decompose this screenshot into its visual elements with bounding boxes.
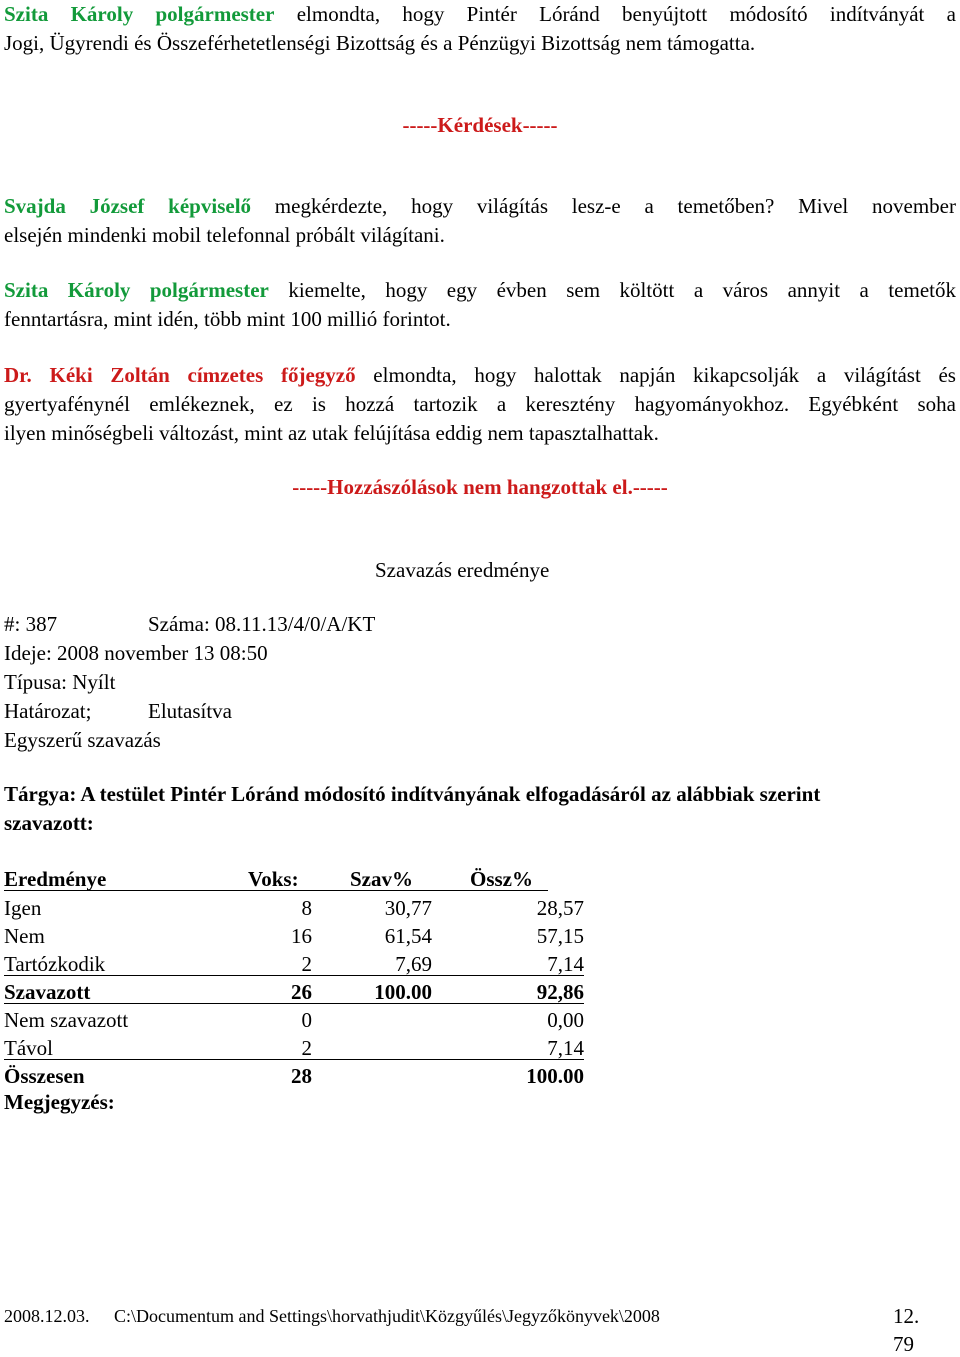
paragraph-1-line-1 (4, 0, 956, 29)
cell-label: Igen (4, 896, 42, 920)
table-row (4, 950, 584, 978)
speaker-name: Szita Károly polgármester (4, 2, 275, 26)
table-row (4, 922, 584, 950)
cell-votes: 2 (301, 952, 312, 976)
cell-szav: 30,77 (384, 896, 432, 920)
table-row (4, 894, 584, 922)
paragraph-3-line-2: fenntartásra, mint idén, több mint 100 millió forintot. (4, 307, 451, 331)
cell-szav: 61,54 (384, 924, 432, 948)
vote-subject-line-2: szavazott: (4, 811, 94, 835)
vote-title: Szavazás eredménye (375, 558, 550, 582)
table-row (4, 1034, 584, 1062)
cell-ossz: 57,15 (536, 924, 584, 948)
cell-label: Távol (4, 1036, 53, 1060)
header-ossz: Össz% (470, 867, 533, 891)
cell-label: Szavazott (4, 980, 91, 1004)
paragraph-2-line-1 (4, 192, 956, 221)
footer-path: C:\Documentum and Settings\horvathjudit\Közgyűlés\Jegyzőkönyvek\2008 (114, 1306, 660, 1326)
paragraph-text: elmondta, hogy halottak napján kikapcsolják a világítást és (355, 363, 956, 387)
paragraph-3-line-1 (4, 276, 956, 305)
paragraph-text: elmondta, hogy Pintér Lóránd benyújtott módosító indítványát a (274, 2, 956, 26)
paragraph-4-line-1 (4, 361, 956, 390)
vote-time: Ideje: 2008 november 13 08:50 (4, 641, 268, 665)
paragraph-1-line-2: Jogi, Ügyrendi és Összeférhetetlenségi Bizottság és a Pénzügyi Bizottság nem támogatta. (4, 31, 756, 55)
paragraph-text: megkérdezte, hogy világítás lesz-e a temetőben? Mivel november (251, 194, 957, 218)
cell-ossz: 7,14 (547, 1036, 584, 1060)
cell-votes: 16 (291, 924, 312, 948)
cell-votes: 26 (291, 980, 312, 1004)
cell-label: Nem szavazott (4, 1008, 129, 1032)
cell-ossz: 7,14 (547, 952, 584, 976)
cell-szav: 100.00 (374, 980, 432, 1004)
header-underline (4, 890, 548, 891)
header-voks: Voks: (248, 867, 299, 891)
cell-label: Összesen (4, 1064, 85, 1088)
section-heading-comments: -----Hozzászólások nem hangzottak el.----- (292, 475, 668, 499)
cell-ossz: 28,57 (536, 896, 584, 920)
paragraph-4-line-3: ilyen minőségbeli változást, mint az utak felújítása eddig nem tapasztalhattak. (4, 421, 659, 445)
paragraph-2-line-2: elsején mindenki mobil telefonnal próbált világítani. (4, 223, 445, 247)
cell-votes: 8 (301, 896, 312, 920)
footer-page-line-2: 79 (893, 1332, 914, 1356)
row-underline (4, 975, 584, 976)
speaker-name: Dr. Kéki Zoltán címzetes főjegyző (4, 363, 356, 387)
cell-votes: 2 (301, 1036, 312, 1060)
speaker-name: Svajda József képviselő (4, 194, 252, 218)
row-underline (4, 1059, 584, 1060)
cell-ossz: 100.00 (526, 1064, 584, 1088)
section-heading-questions: -----Kérdések----- (402, 113, 558, 137)
vote-decision-label: Határozat; (4, 699, 92, 723)
table-header (4, 865, 584, 893)
note-label: Megjegyzés: (4, 1090, 115, 1114)
speaker-name: Szita Károly polgármester (4, 278, 269, 302)
header-eredmenye: Eredménye (4, 867, 107, 891)
table-row (4, 1006, 584, 1034)
cell-ossz: 92,86 (536, 980, 584, 1004)
cell-szav: 7,69 (395, 952, 432, 976)
cell-votes: 0 (301, 1008, 312, 1032)
vote-decision-value: Elutasítva (148, 699, 232, 723)
cell-ossz: 0,00 (547, 1008, 584, 1032)
vote-code: Száma: 08.11.13/4/0/A/KT (148, 612, 376, 636)
table-row (4, 978, 584, 1006)
footer-date: 2008.12.03. (4, 1306, 90, 1326)
header-szav: Szav% (350, 867, 413, 891)
cell-label: Tartózkodik (4, 952, 106, 976)
row-underline (4, 1003, 584, 1004)
vote-type: Típusa: Nyílt (4, 670, 116, 694)
vote-method: Egyszerű szavazás (4, 728, 161, 752)
paragraph-4-line-2: gyertyafénynél emlékeznek, ez is hozzá tartozik a keresztény hagyományokhoz. Egyébként soha (4, 392, 956, 416)
table-row (4, 1062, 584, 1090)
vote-subject-line-1: Tárgya: A testület Pintér Lóránd módosító indítványának elfogadásáról az alábbiak szerint (4, 782, 821, 806)
cell-votes: 28 (291, 1064, 312, 1088)
cell-label: Nem (4, 924, 45, 948)
paragraph-text: kiemelte, hogy egy évben sem költött a város annyit a temetők (268, 278, 956, 302)
vote-number: #: 387 (4, 612, 58, 636)
footer-page-line-1: 12. (893, 1304, 920, 1328)
